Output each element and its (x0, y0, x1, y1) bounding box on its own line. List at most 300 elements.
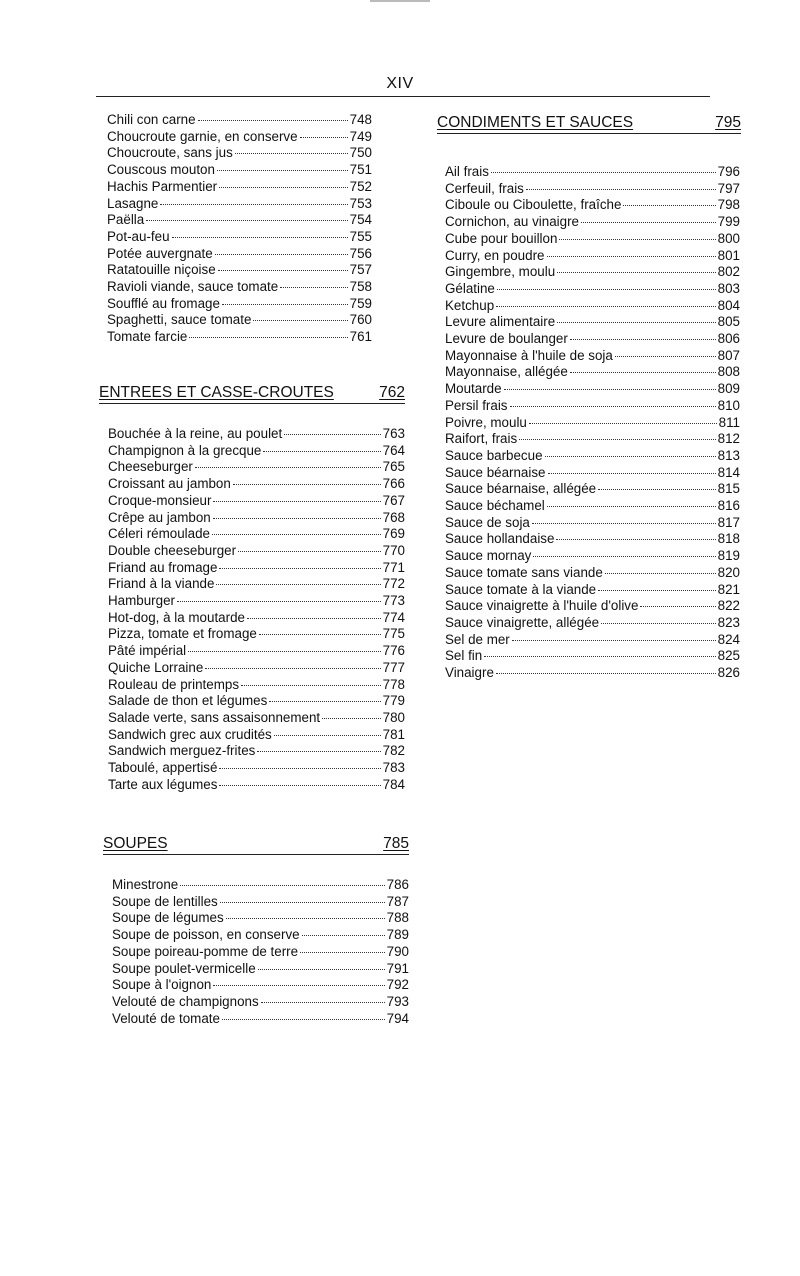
toc-entry-title: Sel de mer (445, 631, 510, 647)
toc-entry (112, 944, 409, 961)
toc-entry-title: Ciboule ou Ciboulette, fraîche (445, 197, 622, 213)
dot-leader (177, 601, 381, 602)
toc-entry-page: 802 (717, 264, 740, 280)
dot-leader (247, 618, 381, 619)
toc-entry (107, 329, 372, 346)
toc-entry-page: 748 (349, 112, 372, 127)
toc-entry-title: Sauce tomate à la viande (445, 581, 597, 597)
toc-entry-title: Vinaigre (445, 665, 494, 681)
toc-entry-page: 810 (717, 397, 740, 413)
dot-leader (212, 534, 381, 535)
dot-leader (274, 735, 381, 736)
toc-entry-title: Soupe de lentilles (112, 893, 218, 909)
toc-entry (108, 777, 405, 794)
toc-entry-title: Ail frais (445, 164, 489, 179)
section-condiments (437, 114, 741, 682)
toc-entry-page: 805 (717, 314, 740, 330)
dot-leader (238, 551, 381, 552)
toc-entry-title: Moutarde (445, 381, 502, 397)
toc-entry (112, 994, 409, 1011)
toc-entry-page: 824 (717, 631, 740, 647)
toc-entry-page: 770 (382, 542, 405, 558)
dot-leader (222, 304, 348, 305)
toc-entry-page: 751 (349, 162, 372, 178)
toc-entry (107, 129, 372, 146)
toc-entry-page: 822 (717, 598, 740, 614)
toc-entry-title: Croissant au jambon (108, 476, 231, 492)
toc-entry (108, 593, 405, 610)
dot-leader (556, 539, 715, 540)
toc-entry-page: 823 (717, 614, 740, 630)
dot-leader (497, 289, 716, 290)
toc-entry-page: 819 (717, 548, 740, 564)
toc-entry-page: 826 (717, 665, 740, 681)
toc-entry-title: Sauce vinaigrette à l'huile d'olive (445, 598, 639, 614)
dot-leader (570, 339, 716, 340)
dot-leader (510, 406, 716, 407)
toc-entry (445, 498, 740, 515)
section-entrees (99, 384, 405, 793)
toc-entry-title: Soupe à l'oignon (112, 977, 212, 993)
toc-entry (112, 1011, 409, 1028)
toc-entry-page: 817 (717, 514, 740, 530)
section-heading-page: 795 (715, 114, 741, 131)
toc-entry (108, 710, 405, 727)
toc-entry (107, 229, 372, 246)
toc-entry-title: Levure alimentaire (445, 314, 556, 330)
toc-entry-title: Friand à la viande (108, 576, 215, 592)
section-heading-title: SOUPES (103, 835, 168, 852)
toc-entry-page: 778 (382, 676, 405, 692)
section-heading-title: CONDIMENTS ET SAUCES (437, 114, 634, 131)
toc-entry-title: Bouchée à la reine, au poulet (108, 426, 283, 441)
toc-entry-page: 812 (717, 431, 740, 447)
toc-entry-page: 779 (382, 693, 405, 709)
toc-entry-title: Soupe poireau-pomme de terre (112, 943, 299, 959)
toc-entry-page: 786 (386, 877, 409, 892)
toc-entry-page: 760 (349, 312, 372, 328)
toc-entry-title: Sandwich grec aux crudités (108, 726, 272, 742)
toc-entry-title: Sauce vinaigrette, allégée (445, 614, 600, 630)
dot-leader (219, 785, 380, 786)
toc-entry-page: 777 (382, 659, 405, 675)
toc-entry (112, 927, 409, 944)
toc-entry-title: Lasagne (107, 195, 159, 211)
dot-leader (529, 423, 717, 424)
toc-entry-page: 772 (382, 576, 405, 592)
dot-leader (233, 484, 381, 485)
toc-entry (108, 426, 405, 443)
dot-leader (484, 656, 715, 657)
toc-entry-title: Cube pour bouillon (445, 230, 558, 246)
toc-entry (445, 348, 740, 365)
toc-entry-title: Persil frais (445, 397, 508, 413)
toc-entry (107, 196, 372, 213)
toc-entry-title: Cornichon, au vinaigre (445, 214, 579, 230)
section-soupes (103, 835, 409, 1027)
section-heading (103, 835, 409, 855)
toc-entry-page: 825 (717, 648, 740, 664)
dot-leader (218, 270, 348, 271)
toc-entry-page: 814 (717, 464, 740, 480)
dot-leader (545, 456, 716, 457)
toc-entry-page: 798 (717, 197, 740, 213)
toc-entry-title: Sauce béchamel (445, 498, 545, 514)
toc-entry-title: Ravioli viande, sauce tomate (107, 279, 279, 295)
toc-entry-page: 754 (349, 212, 372, 228)
section-heading (437, 114, 741, 134)
toc-entry-page: 776 (382, 643, 405, 659)
toc-entry-title: Tomate farcie (107, 329, 188, 345)
toc-entry-page: 755 (349, 228, 372, 244)
toc-entry (445, 465, 740, 482)
dot-leader (220, 902, 385, 903)
dot-leader (526, 189, 716, 190)
dot-leader (213, 518, 381, 519)
toc-entry-page: 821 (717, 581, 740, 597)
dot-leader (258, 969, 385, 970)
toc-entry (107, 145, 372, 162)
toc-entry-page: 809 (717, 381, 740, 397)
toc-entry (445, 615, 740, 632)
toc-entry (445, 164, 740, 181)
toc-entry-page: 792 (386, 977, 409, 993)
toc-entry-title: Poivre, moulu (445, 414, 527, 430)
toc-entry-page: 813 (717, 447, 740, 463)
dot-leader (263, 451, 380, 452)
dot-leader (598, 590, 716, 591)
toc-entry (108, 459, 405, 476)
dot-leader (496, 673, 716, 674)
toc-entry-title: Gélatine (445, 280, 495, 296)
toc-entry-title: Crêpe au jambon (108, 509, 211, 525)
toc-entry-page: 804 (717, 297, 740, 313)
toc-entry-page: 788 (386, 910, 409, 926)
toc-entry (107, 162, 372, 179)
dot-leader (547, 256, 716, 257)
toc-entry-page: 757 (349, 262, 372, 278)
toc-entry-title: Pâté impérial (108, 643, 187, 659)
toc-entry-title: Champignon à la grecque (108, 442, 262, 458)
dot-leader (235, 153, 348, 154)
toc-entry-page: 794 (386, 1010, 409, 1026)
toc-entry-page: 767 (382, 492, 405, 508)
dot-leader (172, 237, 348, 238)
section-heading-page: 762 (379, 384, 405, 401)
toc-entry-title: Céleri rémoulade (108, 526, 210, 542)
dot-leader (548, 473, 716, 474)
dot-leader (146, 220, 347, 221)
toc-entry-page: 789 (386, 927, 409, 943)
toc-entry (445, 314, 740, 331)
toc-entry-title: Ratatouille niçoise (107, 262, 216, 278)
dot-leader (217, 170, 348, 171)
dot-leader (213, 501, 380, 502)
dot-leader (215, 254, 348, 255)
toc-entry (445, 648, 740, 665)
toc-entry (445, 264, 740, 281)
toc-entry-title: Double cheeseburger (108, 542, 237, 558)
toc-entry-page: 784 (382, 776, 405, 792)
toc-entry (445, 531, 740, 548)
toc-entry (445, 632, 740, 649)
toc-entry-title: Salade de thon et légumes (108, 693, 268, 709)
toc-entry (107, 179, 372, 196)
toc-entry-page: 763 (382, 426, 405, 441)
toc-entry-page: 749 (349, 128, 372, 144)
toc-entry-page: 780 (382, 709, 405, 725)
toc-entry (445, 448, 740, 465)
toc-entry (108, 643, 405, 660)
section-heading-page: 785 (383, 835, 409, 852)
toc-entry (445, 665, 740, 682)
toc-entry-title: Tarte aux légumes (108, 776, 218, 792)
toc-entry-title: Gingembre, moulu (445, 264, 556, 280)
toc-entry-title: Taboulé, appertisé (108, 760, 218, 776)
toc-entry-title: Ketchup (445, 297, 495, 313)
toc-entry-page: 818 (717, 531, 740, 547)
toc-entry (112, 894, 409, 911)
toc-list (108, 426, 405, 793)
dot-leader (222, 1019, 385, 1020)
toc-entry-page: 807 (717, 347, 740, 363)
toc-entry (445, 481, 740, 498)
dot-leader (623, 205, 715, 206)
dot-leader (512, 640, 716, 641)
toc-entry-title: Choucroute, sans jus (107, 145, 233, 161)
dot-leader (491, 172, 716, 173)
dot-leader (253, 320, 347, 321)
toc-entry (108, 543, 405, 560)
dot-leader (570, 372, 716, 373)
toc-entry-title: Minestrone (112, 877, 179, 892)
toc-entry-title: Hachis Parmentier (107, 178, 218, 194)
toc-entry-page: 799 (717, 214, 740, 230)
toc-entry-page: 768 (382, 509, 405, 525)
header-rule (96, 96, 710, 97)
toc-entry-title: Sauce barbecue (445, 447, 543, 463)
toc-entry-page: 797 (717, 180, 740, 196)
toc-entry (445, 398, 740, 415)
toc-entry-page: 791 (386, 960, 409, 976)
dot-leader (195, 467, 381, 468)
toc-entry-page: 773 (382, 593, 405, 609)
toc-entry-page: 756 (349, 245, 372, 261)
toc-entry (445, 181, 740, 198)
toc-entry-page: 811 (718, 414, 740, 430)
dot-leader (188, 651, 381, 652)
toc-entry-title: Spaghetti, sauce tomate (107, 312, 252, 328)
toc-entry-page: 783 (382, 760, 405, 776)
toc-entry-page: 766 (382, 476, 405, 492)
dot-leader (261, 1002, 385, 1003)
toc-entry (445, 298, 740, 315)
toc-entry (445, 582, 740, 599)
toc-entry (445, 565, 740, 582)
dot-leader (198, 120, 348, 121)
toc-entry-title: Sandwich merguez-frites (108, 743, 256, 759)
toc-entry (108, 493, 405, 510)
toc-entry (107, 246, 372, 263)
toc-entry (108, 677, 405, 694)
dot-leader (557, 272, 716, 273)
toc-entry-page: 771 (382, 559, 405, 575)
toc-entry-page: 803 (717, 280, 740, 296)
toc-entry-page: 815 (717, 481, 740, 497)
toc-entry (108, 760, 405, 777)
toc-entry-title: Salade verte, sans assaisonnement (108, 709, 321, 725)
toc-entry-title: Chili con carne (107, 112, 196, 127)
toc-entry-title: Choucroute garnie, en conserve (107, 128, 298, 144)
dot-leader (605, 573, 716, 574)
toc-entry-title: Friand au fromage (108, 559, 218, 575)
toc-entry-page: 787 (386, 893, 409, 909)
dot-leader (180, 885, 384, 886)
dot-leader (219, 568, 380, 569)
dot-leader (257, 751, 380, 752)
toc-entry (107, 296, 372, 313)
toc-entry (108, 727, 405, 744)
toc-entry (445, 598, 740, 615)
dot-leader (533, 556, 715, 557)
toc-entry-title: Quiche Lorraine (108, 659, 204, 675)
toc-entry (108, 743, 405, 760)
dot-leader (557, 322, 715, 323)
page-number: XIV (386, 75, 414, 92)
toc-entry-title: Raifort, frais (445, 431, 518, 447)
toc-entry-title: Mayonnaise, allégée (445, 364, 568, 380)
dot-leader (216, 584, 380, 585)
dot-leader (189, 337, 347, 338)
section-heading-title: ENTREES ET CASSE-CROUTES (99, 384, 334, 401)
dot-leader (322, 718, 381, 719)
toc-entry (445, 197, 740, 214)
dot-leader (547, 506, 716, 507)
toc-entry (112, 877, 409, 894)
toc-entry-title: Rouleau de printemps (108, 676, 240, 692)
toc-entry (445, 548, 740, 565)
toc-entry (112, 910, 409, 927)
toc-entry-title: Levure de boulanger (445, 331, 568, 347)
toc-entry-page: 759 (349, 295, 372, 311)
toc-entry-page: 800 (717, 230, 740, 246)
toc-entry-title: Mayonnaise à l'huile de soja (445, 347, 613, 363)
toc-entry (445, 364, 740, 381)
toc-entry (112, 977, 409, 994)
toc-entry-page: 816 (717, 498, 740, 514)
toc-entry-title: Sauce hollandaise (445, 531, 555, 547)
dot-leader (601, 623, 716, 624)
toc-entry-page: 796 (717, 164, 740, 179)
dot-leader (300, 952, 385, 953)
toc-entry (445, 381, 740, 398)
toc-list (107, 112, 372, 346)
toc-entry (108, 526, 405, 543)
toc-entry (445, 431, 740, 448)
scan-artifact (370, 0, 430, 2)
toc-entry-title: Cheeseburger (108, 459, 193, 475)
toc-entry-title: Cerfeuil, frais (445, 180, 524, 196)
toc-entry-title: Soufflé au fromage (107, 295, 220, 311)
toc-entry-page: 774 (382, 609, 405, 625)
toc-entry-page: 775 (382, 626, 405, 642)
dot-leader (519, 439, 715, 440)
dot-leader (598, 489, 716, 490)
toc-entry-title: Hamburger (108, 593, 175, 609)
dot-leader (226, 918, 385, 919)
toc-entry-page: 806 (717, 331, 740, 347)
dot-leader (259, 634, 381, 635)
toc-entry-title: Sel fin (445, 648, 483, 664)
toc-entry (112, 961, 409, 978)
dot-leader (615, 356, 716, 357)
dot-leader (205, 668, 380, 669)
dot-leader (581, 222, 716, 223)
toc-entry (108, 443, 405, 460)
toc-entry (108, 610, 405, 627)
toc-entry-page: 750 (349, 145, 372, 161)
toc-entry-title: Soupe poulet-vermicelle (112, 960, 256, 976)
toc-entry-page: 801 (717, 247, 740, 263)
toc-entry-page: 752 (349, 178, 372, 194)
toc-entry-title: Potée auvergnate (107, 245, 213, 261)
toc-entry (445, 331, 740, 348)
toc-entry-title: Sauce mornay (445, 548, 532, 564)
toc-entry (108, 660, 405, 677)
toc-entry-title: Sauce béarnaise, allégée (445, 481, 597, 497)
toc-entry (107, 262, 372, 279)
toc-entry-page: 761 (349, 329, 372, 345)
toc-entry (445, 231, 740, 248)
toc-entry-page: 769 (382, 526, 405, 542)
toc-entry-title: Pizza, tomate et fromage (108, 626, 257, 642)
toc-entry-title: Croque-monsieur (108, 492, 212, 508)
toc-entry-page: 808 (717, 364, 740, 380)
toc-entry-title: Pot-au-feu (107, 228, 170, 244)
dot-leader (219, 768, 380, 769)
toc-list (445, 164, 740, 682)
toc-entry (445, 515, 740, 532)
toc-entry-page: 782 (382, 743, 405, 759)
toc-entry (445, 281, 740, 298)
toc-entry-title: Velouté de champignons (112, 993, 259, 1009)
toc-entry (108, 693, 405, 710)
dot-leader (241, 685, 381, 686)
toc-entry (445, 214, 740, 231)
toc-entry-title: Sauce béarnaise (445, 464, 546, 480)
toc-entry (108, 476, 405, 493)
toc-entry-page: 758 (349, 279, 372, 295)
dot-leader (284, 434, 380, 435)
toc-entry-page: 753 (349, 195, 372, 211)
toc-entry (107, 112, 372, 129)
toc-entry (108, 510, 405, 527)
toc-entry-page: 793 (386, 993, 409, 1009)
dot-leader (213, 985, 384, 986)
toc-entry-title: Velouté de tomate (112, 1010, 220, 1026)
dot-leader (280, 287, 347, 288)
toc-entry-title: Hot-dog, à la moutarde (108, 609, 245, 625)
toc-entry (107, 212, 372, 229)
toc-entry (108, 560, 405, 577)
dot-leader (302, 935, 385, 936)
toc-entry (108, 626, 405, 643)
toc-entry (445, 415, 740, 432)
toc-entry-page: 765 (382, 459, 405, 475)
dot-leader (300, 137, 348, 138)
toc-entry-title: Couscous mouton (107, 162, 215, 178)
toc-entry-title: Sauce de soja (445, 514, 530, 530)
